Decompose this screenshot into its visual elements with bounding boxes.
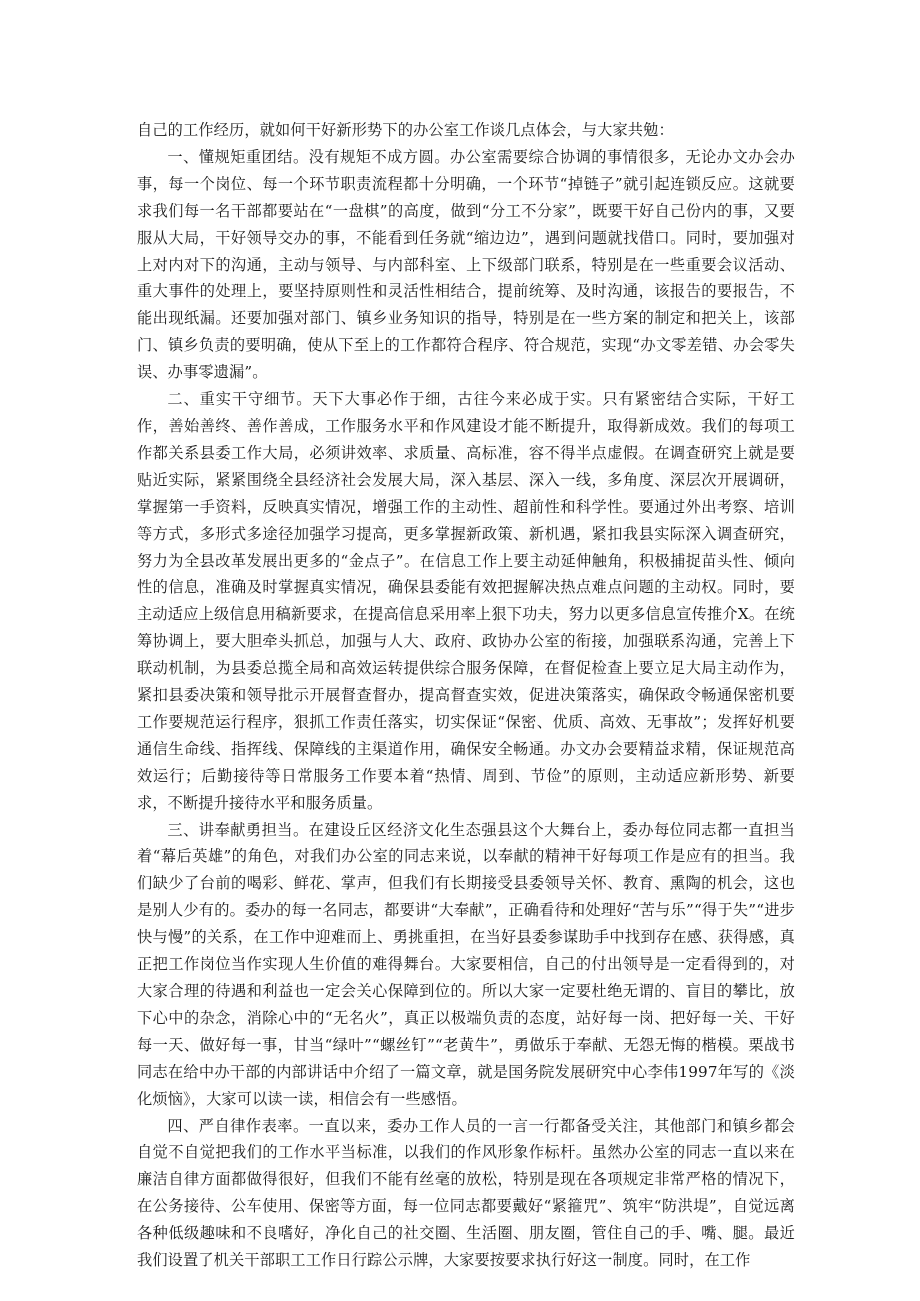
intro-paragraph: 自己的工作经历，就如何干好新形势下的办公室工作谈几点体会，与大家共勉：	[137, 121, 674, 139]
section-4-paragraph: 四、严自律作表率。一直以来，委办工作人员的一言一行都备受关注，其他部门和镇乡都会自觉不自觉把我们的工作水平当标准，以我们的作风形象作标杆。虽然办公室的同志一直以来在廉洁自律方面都做得很好，但我们不能有丝毫的放松，特别是现在各项规定非常严格的情况下，在公务接待、公车使用、保密等方面，每一位同志都要戴好“紧箍咒”、筑牢“防洪堤”，自觉远离各种低级趣味和不良嗜好，净化自己的社交圈、生活圈、朋友圈，管住自己的手、嘴、腿。最近我们设置了机关干部职工工作日行踪公示牌，大家要按要求执行好这一制度。同时，在工作	[137, 1116, 795, 1270]
document-page	[137, 117, 795, 1274]
section-2-paragraph: 二、重实干守细节。天下大事必作于细，古往今来必成于实。只有紧密结合实际，干好工作，善始善终、善作善成，工作服务水平和作风建设才能不断提升，取得新成效。我们的每项工作都关系县委工作大局，必须讲效率、求质量、高标准，容不得半点虚假。在调查研究上就是要贴近实际，紧紧围绕全县经济社会发展大局，深入基层、深入一线，多角度、深层次开展调研，掌握第一手资料，反映真实情况，增强工作的主动性、超前性和科学性。要通过外出考察、培训等方式，多形式多途径加强学习提高，更多掌握新政策、新机遇，紧扣我县实际深入调查研究，努力为全县改革发展出更多的“金点子”。在信息工作上要主动延伸触角，积极捕捉苗头性、倾向性的信息，准确及时掌握真实情况，确保县委能有效把握解决热点难点问题的主动权。同时，要主动适应上级信息用稿新要求，在提高信息采用率上狠下功夫，努力以更多信息宣传推介X。在统筹协调上，要大胆牵头抓总，加强与人大、政府、政协办公室的衔接，加强联系沟通，完善上下联动机制，为县委总揽全局和高效运转提供综合服务保障，在督促检查上要立足大局主动作为，紧扣县委决策和领导批示开展督查督办，提高督查实效，促进决策落实，确保政令畅通保密机要工作要规范运行程序，狠抓工作责任落实，切实保证“保密、优质、高效、无事故”；发挥好机要通信生命线、指挥线、保障线的主渠道作用，确保安全畅通。办文办会要精益求精，保证规范高效运行；后勤接待等日常服务工作要本着“热情、周到、节俭”的原则，主动适应新形势、新要求，不断提升接待水平和服务质量。	[137, 390, 795, 812]
section-1-paragraph: 一、懂规矩重团结。没有规矩不成方圆。办公室需要综合协调的事情很多，无论办文办会办事，每一个岗位、每一个环节职责流程都十分明确，一个环节“掉链子”就引起连锁反应。这就要求我们每一名干部都要站在“一盘棋”的高度，做到“分工不分家”，既要干好自己份内的事，又要服从大局，干好领导交办的事，不能看到任务就“缩边边”，遇到问题就找借口。同时，要加强对上对内对下的沟通，主动与领导、与内部科室、上下级部门联系，特别是在一些重要会议活动、重大事件的处理上，要坚持原则性和灵活性相结合，提前统筹、及时沟通，该报告的要报告，不能出现纸漏。还要加强对部门、镇乡业务知识的指导，特别是在一些方案的制定和把关上，该部门、镇乡负责的要明确，使从下至上的工作都符合程序、符合规范，实现“办文零差错、办会零失误、办事零遗漏”。	[137, 147, 795, 382]
section-3-paragraph: 三、讲奉献勇担当。在建设丘区经济文化生态强县这个大舞台上，委办每位同志都一直担当着“幕后英雄”的角色，对我们办公室的同志来说，以奉献的精神干好每项工作是应有的担当。我们缺少了台前的喝彩、鲜花、掌声，但我们有长期接受县委领导关怀、教育、熏陶的机会，这也是别人少有的。委办的每一名同志，都要讲“大奉献”，正确看待和处理好“苦与乐”“得于失”“进步快与慢”的关系，在工作中迎难而上、勇挑重担，在当好县委参谋助手中找到存在感、获得感，真正把工作岗位当作实现人生价值的难得舞台。大家要相信，自己的付出领导是一定看得到的，对大家合理的待遇和利益也一定会关心保障到位的。所以大家一定要杜绝无谓的、盲目的攀比，放下心中的杂念，消除心中的“无名火”，真正以极端负责的态度，站好每一岗、把好每一关、干好每一天、做好每一事，甘当“绿叶”“螺丝钉”“老黄牛”，勇做乐于奉献、无怨无悔的楷模。栗战书同志在给中办干部的内部讲话中介绍了一篇文章，就是国务院发展研究中心李伟1997年写的《淡化烦恼》，大家可以读一读，相信会有一些感悟。	[137, 820, 795, 1108]
